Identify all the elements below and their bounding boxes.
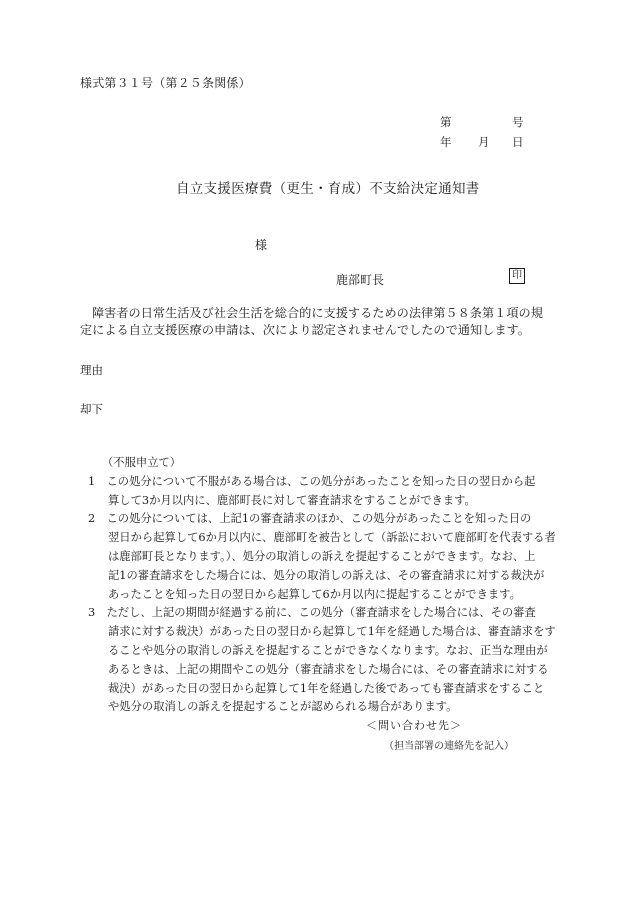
appeal-item-line: 翌日から起算して6か月以内に、鹿部町を被告として（訴訟において鹿部町を代表する者 bbox=[108, 531, 556, 545]
document-title: 自立支援医療費（更生・育成）不支給決定通知書 bbox=[176, 181, 480, 197]
date-month: 月 bbox=[478, 135, 490, 149]
appeal-item-line: 記1の審査請求をした場合には、処分の取消しの訴えは、その審査請求に対する裁決が bbox=[108, 568, 545, 582]
appeal-item-line: あったことを知った日の翌日から起算して6か月以内に提起することができます。 bbox=[108, 587, 521, 601]
contact-note: （担当部署の連絡先を記入） bbox=[384, 741, 514, 752]
contact-heading: ＜問い合わせ先＞ bbox=[366, 719, 462, 732]
appeal-heading: （不服申立て） bbox=[102, 456, 182, 469]
appeal-item-line: あるときは、上記の期間やこの処分（審査請求をした場合には、その審査請求に対する bbox=[108, 662, 549, 676]
reason-value: 却下 bbox=[80, 402, 103, 416]
appeal-item-line: や処分の取消しの訴えを提起することが認められる場合があります。 bbox=[108, 700, 458, 714]
appeal-item-line: は鹿部町長となります。）、処分の取消しの訴えを提起することができます。なお、上 bbox=[108, 549, 536, 563]
date-day: 日 bbox=[512, 135, 524, 149]
reason-label: 理由 bbox=[80, 363, 103, 377]
seal-mark: 印 bbox=[509, 268, 525, 284]
body-line: 障害者の日常生活及び社会生活を総合的に支援するための法律第５８条第１項の規 bbox=[92, 306, 543, 320]
appeal-item-line: 3 ただし、上記の期間が経過する前に、この処分（審査請求をした場合には、その審査 bbox=[88, 606, 536, 620]
appeal-section bbox=[80, 454, 556, 717]
body-line: 定による自立支援医療の申請は、次により認定されませんでしたので通知します。 bbox=[80, 323, 530, 337]
issuer-name: 鹿部町長 bbox=[336, 273, 385, 287]
doc-number-suffix: 号 bbox=[512, 115, 524, 129]
form-number: 様式第３１号（第２５条関係） bbox=[80, 76, 251, 90]
appeal-item-line: 1 この処分について不服がある場合は、この処分があったことを知った日の翌日から起 bbox=[88, 474, 536, 488]
body-paragraph bbox=[80, 305, 550, 339]
doc-number-prefix: 第 bbox=[440, 115, 452, 129]
date-year: 年 bbox=[440, 135, 452, 149]
addressee-suffix: 様 bbox=[255, 238, 268, 252]
appeal-item-line: 裁決）があった日の翌日から起算して1年を経過した後であっても審査請求をすること bbox=[108, 681, 545, 695]
appeal-item-line: 請求に対する裁決）があった日の翌日から起算して1年を経過した場合は、審査請求をす bbox=[108, 625, 556, 639]
appeal-item-line: ることや処分の取消しの訴えを提起することができなくなります。なお、正当な理由が bbox=[108, 643, 548, 657]
appeal-item-line: 2 この処分については、上記1の審査請求のほか、この処分があったことを知った日の bbox=[88, 512, 532, 526]
appeal-item-line: 算して3か月以内に、鹿部町長に対して審査請求をすることができます。 bbox=[108, 493, 476, 507]
